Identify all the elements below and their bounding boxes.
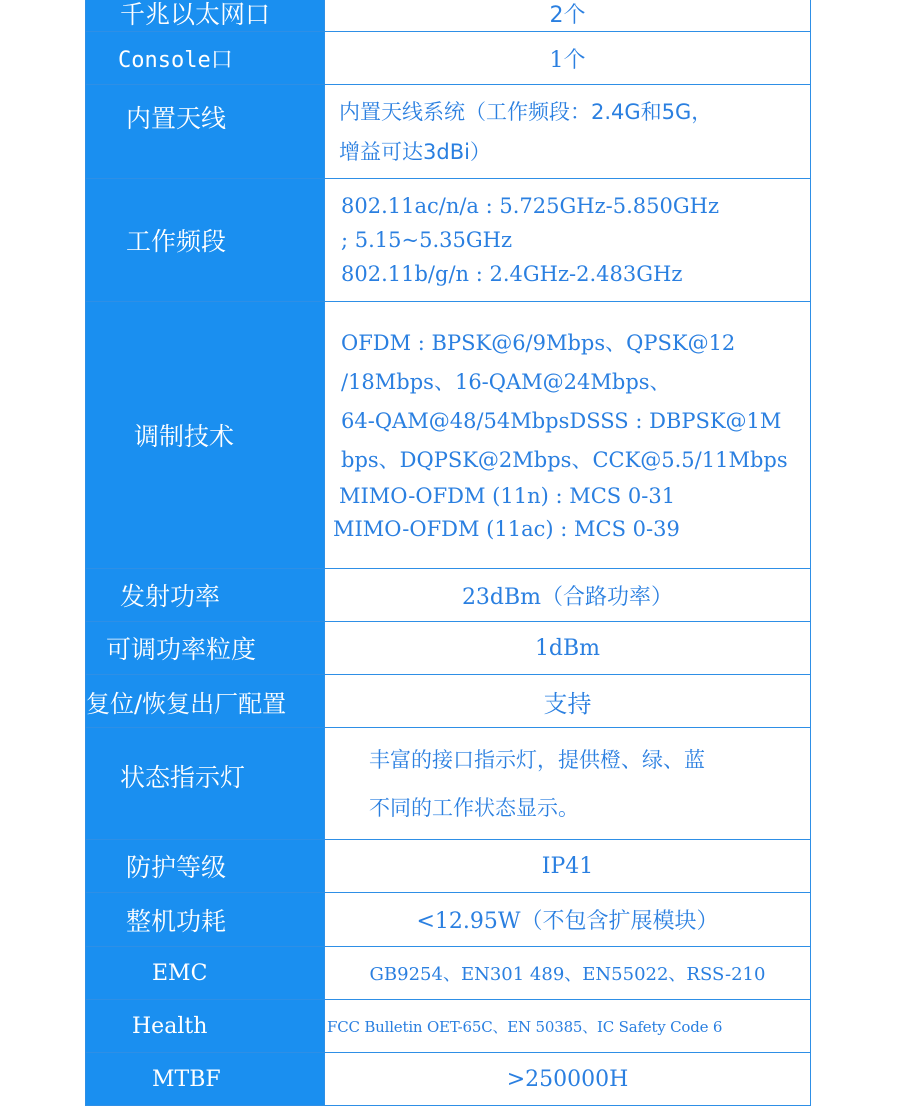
label-text: 状态指示灯 xyxy=(120,763,246,792)
row-value xyxy=(325,1000,811,1053)
row-value xyxy=(325,1053,811,1106)
row-label xyxy=(86,947,325,1000)
value-text: <12.95W（不包含扩展模块） xyxy=(416,909,719,934)
row-value xyxy=(325,728,811,840)
label-text: 内置天线 xyxy=(126,104,227,133)
label-text: Health xyxy=(132,1013,208,1039)
row-label xyxy=(86,893,325,947)
label-text: 调制技术 xyxy=(134,422,235,451)
row-value xyxy=(325,893,811,947)
value-line: 丰富的接口指示灯，提供橙、绿、蓝 xyxy=(369,747,705,772)
row-label xyxy=(86,728,325,840)
value-line: MIMO-OFDM (11n) : MCS 0-31 xyxy=(339,484,676,508)
label-text: 发射功率 xyxy=(120,582,221,611)
value-text xyxy=(325,324,810,546)
value-text xyxy=(325,189,810,291)
value-text: >250000H xyxy=(506,1066,629,1092)
value-text: FCC Bulletin OET-65C、EN 50385、IC Safety Code 6 xyxy=(327,1017,723,1036)
value-line: OFDM : BPSK@6/9Mbps、QPSK@12 xyxy=(341,331,736,355)
row-value xyxy=(325,622,811,675)
label-text: 千兆以太网口 xyxy=(120,0,271,29)
table-row xyxy=(86,302,811,569)
spec-table xyxy=(85,0,811,1106)
value-line: /18Mbps、16-QAM@24Mbps、 xyxy=(341,370,671,394)
value-line: 内置天线系统（工作频段：2.4G和5G， xyxy=(339,99,713,124)
label-text: 工作频段 xyxy=(126,227,227,256)
table-row xyxy=(86,1000,811,1053)
value-line: 增益可达3dBi） xyxy=(339,139,491,164)
table-row xyxy=(86,85,811,179)
value-text: 1个 xyxy=(549,47,586,73)
label-text: MTBF xyxy=(152,1066,221,1092)
value-text: 2个 xyxy=(549,2,586,28)
table-row xyxy=(86,569,811,622)
row-value xyxy=(325,302,811,569)
value-text: GB9254、EN301 489、EN55022、RSS-210 xyxy=(369,964,766,985)
table-row xyxy=(86,893,811,947)
row-label xyxy=(86,179,325,302)
row-value xyxy=(325,840,811,893)
row-label xyxy=(86,1053,325,1106)
row-value xyxy=(325,32,811,85)
value-text xyxy=(325,92,810,172)
row-value xyxy=(325,0,811,32)
value-line: bps、DQPSK@2Mbps、CCK@5.5/11Mbps xyxy=(341,448,788,472)
table-row xyxy=(86,1053,811,1106)
row-value xyxy=(325,179,811,302)
row-value xyxy=(325,569,811,622)
label-text: EMC xyxy=(152,960,208,986)
row-label xyxy=(86,0,325,32)
row-label xyxy=(86,675,325,728)
label-text: 复位/恢复出厂配置 xyxy=(86,689,287,718)
row-label xyxy=(86,302,325,569)
value-text: 1dBm xyxy=(534,635,601,661)
label-text: 防护等级 xyxy=(126,853,227,882)
value-text: 23dBm（合路功率） xyxy=(461,584,674,610)
row-label xyxy=(86,840,325,893)
table-row xyxy=(86,179,811,302)
row-label xyxy=(86,569,325,622)
row-label xyxy=(86,85,325,179)
table-row xyxy=(86,0,811,32)
table-row xyxy=(86,728,811,840)
row-value xyxy=(325,85,811,179)
value-line: ; 5.15~5.35GHz xyxy=(341,228,513,252)
value-line: MIMO-OFDM (11ac) : MCS 0-39 xyxy=(333,517,680,541)
row-value xyxy=(325,947,811,1000)
value-text: IP41 xyxy=(541,853,594,879)
row-label xyxy=(86,1000,325,1053)
table-row xyxy=(86,675,811,728)
label-text: 可调功率粒度 xyxy=(106,635,257,664)
row-label xyxy=(86,32,325,85)
label-text: Console口 xyxy=(118,47,233,73)
row-value xyxy=(325,675,811,728)
value-line: 64-QAM@48/54MbpsDSSS : DBPSK@1M xyxy=(341,409,782,433)
table-row xyxy=(86,947,811,1000)
row-label xyxy=(86,622,325,675)
label-text: 整机功耗 xyxy=(126,906,227,936)
table-row xyxy=(86,32,811,85)
value-line: 802.11ac/n/a : 5.725GHz-5.850GHz xyxy=(341,194,720,218)
value-line: 802.11b/g/n : 2.4GHz-2.483GHz xyxy=(341,262,683,286)
table-row xyxy=(86,622,811,675)
value-text: 支持 xyxy=(543,689,592,718)
table-row xyxy=(86,840,811,893)
value-text xyxy=(325,736,810,832)
value-line: 不同的工作状态显示。 xyxy=(369,795,579,820)
